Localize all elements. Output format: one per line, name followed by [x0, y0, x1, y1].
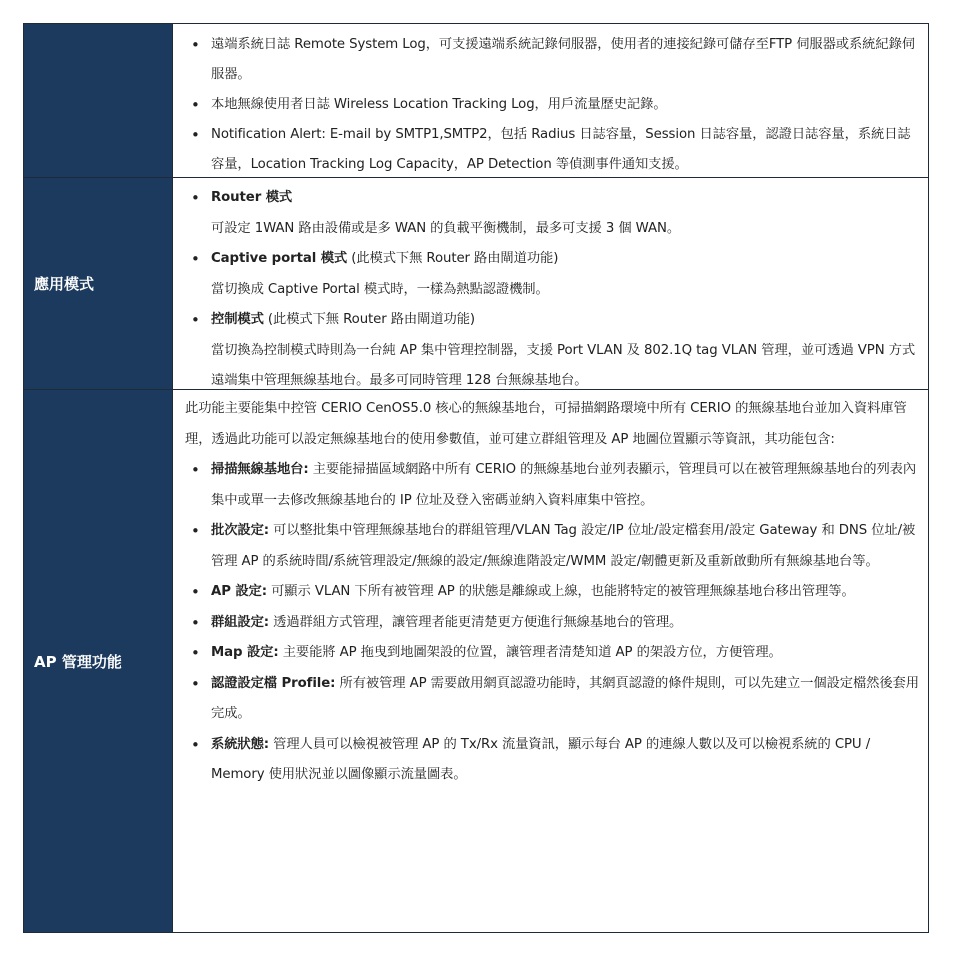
ap-settings-title: AP 設定: [211, 584, 267, 599]
row-header-ap-management: AP 管理功能 [24, 390, 173, 932]
spec-table [23, 23, 929, 933]
system-status-title: 系統狀態: [211, 736, 270, 752]
list-item-router-mode [185, 183, 920, 244]
ap-settings-desc: 可顯示 VLAN 下所有被管理 AP 的狀態是離線或上線，也能將特定的被管理無線基地台移出管理等。 [266, 584, 855, 599]
captive-portal-mode-note: (此模式下無 Router 路由閘道功能) [347, 251, 559, 266]
list-item-ap-settings [185, 577, 920, 608]
group-settings-desc: 透過群組方式管理，讓管理者能更清楚更方便進行無線基地台的管理。 [269, 614, 683, 630]
map-settings-desc: 主要能將 AP 拖曳到地圖架設的位置，讓管理者清楚知道 AP 的架設方位，方便管理。 [278, 645, 782, 660]
list-item-captive-portal-mode [185, 244, 920, 305]
scan-ap-title: 掃描無線基地台: [211, 462, 309, 477]
list-item-batch-settings [185, 516, 920, 577]
map-settings-title: Map 設定: [211, 645, 279, 660]
row-header-application-mode: 應用模式 [24, 178, 173, 389]
list-item-auth-profile [185, 669, 920, 730]
list-item-map-settings [185, 638, 920, 669]
list-item-system-status [185, 730, 920, 791]
scan-ap-desc: 主要能掃描區域網路中所有 CERIO 的無線基地台並列表顯示，管理員可以在被管理無線基地台的列表內集中或單一去修改無線基地台的 IP 位址及登入密碼並納入資料庫集中管控。 [211, 462, 917, 508]
table-row-logging [24, 24, 928, 177]
captive-portal-mode-title: Captive portal 模式 [211, 251, 348, 266]
list-item-scan-ap [185, 455, 920, 516]
row-content-logging [173, 24, 928, 177]
controller-mode-note: (此模式下無 Router 路由閘道功能) [263, 312, 475, 327]
router-mode-title: Router 模式 [211, 190, 293, 205]
controller-mode-desc: 當切換為控制模式時則為一台純 AP 集中管理控制器，支援 Port VLAN 及 802.1Q tag VLAN 管理，並可透過 VPN 方式遠端集中管理無線基地台。最多可同時管理 128 台無線基地台。 [211, 342, 916, 388]
row-content-ap-management [173, 390, 928, 932]
captive-portal-mode-desc: 當切換成 Captive Portal 模式時，一樣為熱點認證機制。 [211, 281, 549, 297]
batch-settings-title: 批次設定: [211, 523, 270, 538]
auth-profile-desc: 所有被管理 AP 需要啟用網頁認證功能時，其網頁認證的條件規則，可以先建立一個設定檔然後套用完成。 [211, 675, 919, 721]
table-row-application-mode [24, 177, 928, 389]
list-item-notification-alert: • Notification Alert: E-mail by SMTP1,SMTP2，包括 Radius 日誌容量，Session 日誌容量，認證日誌容量，系統日誌容量，Location Tracking Log Capacity，AP Detection 等偵測事件通知支援。 [185, 120, 920, 180]
batch-settings-desc: 可以整批集中管理無線基地台的群組管理/VLAN Tag 設定/IP 位址/設定檔套用/設定 Gateway 和 DNS 位址/被管理 AP 的系統時間/系統管理設定/無線的設定/無線進階設定/WMM 設定/韌體更新及重新啟動所有無線基地台等。 [211, 523, 916, 569]
ap-management-intro: 此功能主要能集中控管 CERIO CenOS5.0 核心的無線基地台，可掃描網路環境中所有 CERIO 的無線基地台並加入資料庫管理，透過此功能可以設定無線基地台的使用參數值，並可建立群組管理及 AP 地圖位置顯示等資訊，其功能包含: [185, 401, 907, 447]
row-header-logging [24, 24, 173, 177]
list-item-remote-system-log: • 遠端系統日誌 Remote System Log，可支援遠端系統記錄伺服器，使用者的連接紀錄可儲存至FTP 伺服器或系統紀錄伺服器。 [185, 30, 920, 90]
router-mode-desc: 可設定 1WAN 路由設備或是多 WAN 的負載平衡機制，最多可支援 3 個 WAN。 [211, 220, 681, 236]
list-item-group-settings [185, 608, 920, 639]
system-status-desc: 管理人員可以檢視被管理 AP 的 Tx/Rx 流量資訊，顯示每台 AP 的連線人數以及可以檢視系統的 CPU / Memory 使用狀況並以圖像顯示流量圖表。 [211, 736, 871, 782]
table-row-ap-management [24, 389, 928, 932]
row-content-application-mode [173, 178, 928, 389]
list-item-wireless-location-tracking-log: • 本地無線使用者日誌 Wireless Location Tracking Log，用戶流量歷史記錄。 [185, 90, 920, 120]
group-settings-title: 群組設定: [211, 614, 270, 630]
auth-profile-title: 認證設定檔 Profile: [211, 675, 336, 691]
list-item-controller-mode [185, 305, 920, 397]
controller-mode-title: 控制模式 [211, 312, 264, 327]
